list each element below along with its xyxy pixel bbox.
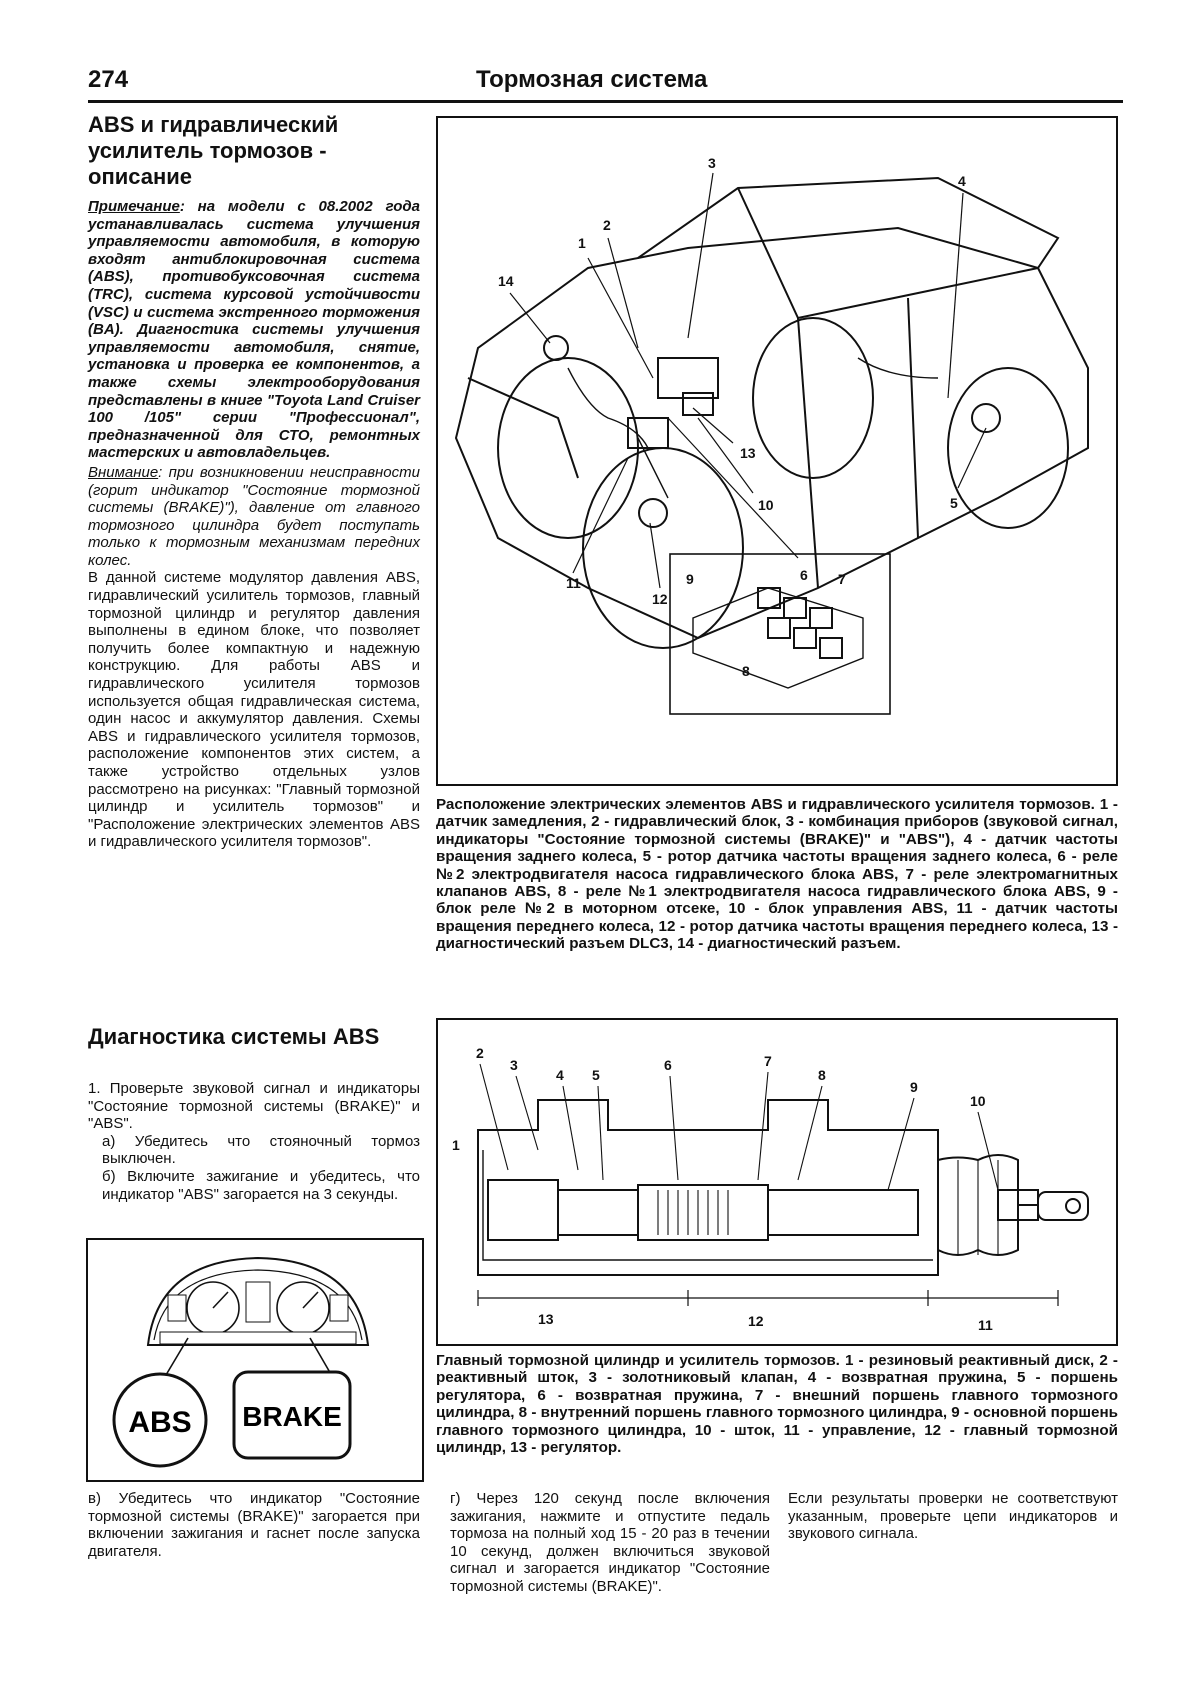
diag-steps [88,1080,420,1203]
vehicle-figure-caption: Расположение электрических элементов ABS и гидравлического усилителя тормозов. 1 - датчик замедления, 2 - гидравлический блок, 3 - комбинация приборов (звуковой сигнал, индикаторы "Состояние тормозной системы (BRAKE)" и "ABS"), 4 - датчик частоты вращения заднего колеса, 5 - ротор датчика частоты вращения заднего колеса, 6 - реле №2 электродвигателя насоса гидравлического блока ABS, 7 - реле электромагнитных клапанов ABS, 8 - реле №1 электродвигателя насоса гидравлического блока ABS, 9 - блок реле №2 в моторном отсеке, 10 - блок управления ABS, 11 - датчик частоты вращения переднего колеса, 12 - ротор датчика частоты вращения переднего колеса, 13 - диагностический разъем DLC3, 14 - диагностический разъем. [436,796,1118,953]
callout-9: 9 [910,1079,918,1095]
callout-9: 9 [686,571,694,587]
callout-13: 13 [740,445,756,461]
diag-heading: Диагностика системы ABS [88,1024,380,1049]
diag-step-a: а) Убедитесь что стояночный тормоз выключен. [102,1132,420,1168]
diag-step-v: в) Убедитесь что индикатор "Состояние тормозной системы (BRAKE)" загорается при включении зажигания и гаснет после запуска двигателя. [88,1490,420,1560]
callout-6: 6 [664,1057,672,1073]
callout-5: 5 [950,495,958,511]
note-text: : на модели с 08.2002 года устанавливалась система улучшения управляемости автомобиля, в которую входят антиблокировочная система (ABS), противобуксовочная система (TRC), система курсовой устойчивости (VSC) и система экстренного торможения (BA). Диагностика системы улучшения управляемости автомобиля, снятие, установка и проверка ее компонентов, а также схемы электрооборудования представлены в книге "Toyota Land Cruiser 100 /105" серии "Профессионал", предназначенной для СТО, ремонтных мастерских и автовладельцев. [88,198,420,462]
callout-1: 1 [452,1137,460,1153]
callout-4: 4 [556,1067,564,1083]
dashboard-illustration [88,1240,422,1480]
callout-8: 8 [818,1067,826,1083]
cylinder-figure [436,1018,1118,1346]
callout-11: 11 [566,575,581,591]
callout-1: 1 [578,235,586,251]
callout-2: 2 [603,217,611,233]
section-title: Тормозная система [476,66,708,93]
vehicle-illustration [438,118,1116,784]
callout-12: 12 [748,1313,764,1329]
callout-7: 7 [764,1053,772,1069]
note-label: Примечание [88,198,180,215]
abs-indicator-label: ABS [128,1406,192,1439]
callout-10: 10 [970,1093,986,1109]
callout-13: 13 [538,1311,554,1327]
brake-indicator-label: BRAKE [242,1401,342,1432]
section-heading: ABS и гидравлический усилитель тормозов - описание [88,112,339,189]
warning-text: : при возникновении неисправности (горит индикатор "Состояние тормозной системы (BRAKE)"), давление от главного тормозного цилиндра будет поступать только к тормозным механизмам передних колес. [88,463,420,569]
callout-3: 3 [510,1057,518,1073]
warning-label: Внимание [88,463,159,481]
callout-2: 2 [476,1045,484,1061]
callout-4: 4 [958,173,966,189]
callout-14: 14 [498,273,514,289]
callout-8: 8 [742,663,750,679]
left-column-text [88,198,420,851]
callout-12: 12 [652,591,668,607]
body-paragraph: В данной системе модулятор давления ABS, гидравлический усилитель тормозов, главный тормозной цилиндр и регулятор давления выполнены в едином блоке, что позволяет получить более компактную и надежную конструкцию. Для работы ABS и гидравлического усилителя тормозов используется общая гидравлическая система, один насос и аккумулятор давления. Схемы ABS и гидравлического усилителя тормозов, расположение компонентов этих систем, а также устройство отдельных узлов рассмотрено на рисунках: "Главный тормозной цилиндр и усилитель тормозов" и "Расположение электрических элементов ABS и гидравлического усилителя тормозов". [88,569,420,851]
callout-7: 7 [838,571,846,587]
dashboard-figure [86,1238,424,1482]
callout-10: 10 [758,497,774,513]
header-rule [88,100,1123,103]
cylinder-figure-caption: Главный тормозной цилиндр и усилитель тормозов. 1 - резиновый реактивный диск, 2 - реактивный шток, 3 - золотниковый клапан, 4 - возвратная пружина, 5 - поршень регулятора, 6 - возвратная пружина, 7 - внешний поршень главного тормозного цилиндра, 8 - внутренний поршень главного тормозного цилиндра, 9 - основной поршень главного тормозного цилиндра, 10 - шток, 11 - управление, 12 - главный тормозной цилиндр, 13 - регулятор. [436,1352,1118,1457]
callout-6: 6 [800,567,808,583]
cylinder-illustration [438,1020,1116,1344]
callout-3: 3 [708,155,716,171]
diag-conclusion: Если результаты проверки не соответствуют указанным, проверьте цепи индикаторов и звукового сигнала. [788,1490,1118,1543]
diag-step-1: 1. Проверьте звуковой сигнал и индикаторы "Состояние тормозной системы (BRAKE)" и "ABS". [88,1080,420,1133]
page-number: 274 [88,66,129,93]
callout-5: 5 [592,1067,600,1083]
diag-step-g: г) Через 120 секунд после включения зажигания, нажмите и отпустите педаль тормоза на полный ход 15 - 20 раз в течении 10 секунд, должен включиться звуковой сигнал и загорается индикатор "Состояние тормозной системы (BRAKE)". [450,1490,770,1595]
diag-step-b: б) Включите зажигание и убедитесь, что индикатор "ABS" загорается на 3 секунды. [102,1167,420,1203]
vehicle-figure [436,116,1118,786]
callout-11: 11 [978,1317,993,1333]
